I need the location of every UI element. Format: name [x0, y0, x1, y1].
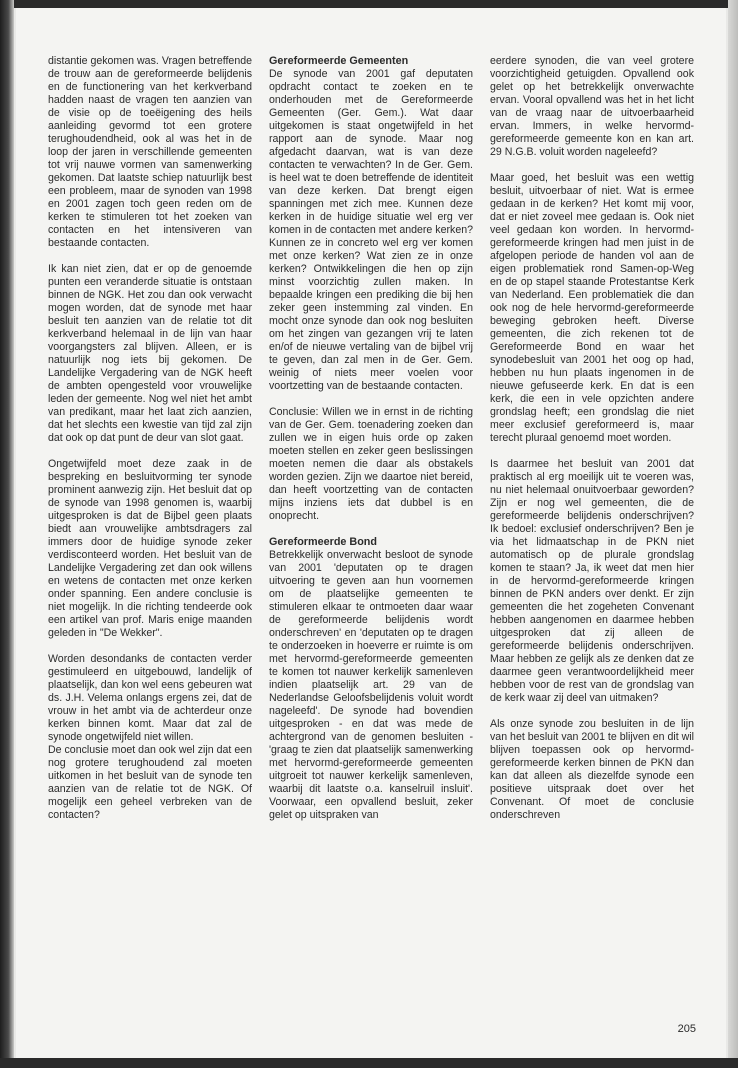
- paragraph: Conclusie: Willen we in ernst in de richting van de Ger. Gem. toenadering zoeken dan zullen we in eigen huis orde op zaken moeten stellen en zeker geen beslissingen moeten nemen die daar als obstakels worden gezien. Zijn we daartoe niet bereid, dan heeft voortzetting van de contacten mijns inziens iets dat dubbel is en onoprecht.: [269, 406, 473, 522]
- paragraph: Maar goed, het besluit was een wettig besluit, uitvoerbaar of niet. Wat is ermee gedaan in de kerken? Het komt mij voor, dat er niet zoveel mee gedaan is. Ook niet veel gedaan kon worden. In hervormd-gereformeerde kringen had men juist in de afgelopen periode de handen vol aan de eigen problematiek rond Samen-op-Weg en de op stapel staande Protestantse Kerk van Nederland. Een problematiek die dan ook nog de hele hervormd-gereformeerde beweging gebroken heeft. Diverse gemeenten, die zich rekenen tot de Gereformeerde Bond en waar het synodebesluit van 2001 het oog op had, hebben nu hun plaats ingenomen in de nieuwe gefuseerde kerk. En dat is een kerk, die een in vele opzichten andere grondslag heeft; een grondslag die niet meer exclusief gereformeerd is, maar terecht pluraal genoemd moet worden.: [490, 172, 694, 444]
- text-column-2: [269, 55, 473, 835]
- page-number: 205: [677, 1023, 696, 1035]
- paragraph: distantie gekomen was. Vragen betreffende de trouw aan de gereformeerde belijdenis en de functionering van het kerkverband hadden naast de vragen ten aanzien van de visie op de toeëigening des heils aanleiding gevormd tot een grotere terughoudendheid, ook al was het in de loop der jaren in verschillende gemeenten tot vrij nauwe vormen van samenwerking gekomen. Dat laatste schiep natuurlijk best een probleem, maar de synoden van 1998 en 2001 zagen toch geen reden om de kerken te stimuleren tot het zoeken van contacten en het intensiveren van bestaande contacten.: [48, 55, 252, 249]
- paragraph: De synode van 2001 gaf deputaten opdracht contact te zoeken en te onderhouden met de Gereformeerde Gemeenten (Ger. Gem.). Wat daar uitgekomen is staat ongetwijfeld in het rapport aan de synode. Maar nog afgedacht daarvan, wat is van deze contacten te verwachten? In de Ger. Gem. is heel wat te doen betreffende de identiteit van deze kerken. Dat brengt eigen spanningen met zich mee. Kunnen deze kerken in de huidige situatie wel erg ver komen in de contacten met andere kerken? Kunnen ze in concreto wel erg ver komen met onze kerken? Wat zien ze in onze kerken? Ontwikkelingen die hen op zijn minst voorzichtig zullen maken. In bepaalde kringen een prediking die bij hen zeker geen instemming zal vinden. En mocht onze synode dan ook nog besluiten om het zingen van gezangen vrij te laten en/of de nieuwe vertaling van de bijbel vrij te geven, dan zal men in de Ger. Gem. weinig of niets meer voelen voor voortzetting van de bestaande contacten.: [269, 68, 473, 392]
- section-heading-gereformeerde-gemeenten: Gereformeerde Gemeenten: [269, 55, 409, 67]
- paragraph: Ongetwijfeld moet deze zaak in de bespreking en besluitvorming ter synode prominent aanwezig zijn. Het besluit dat op de synode van 1998 genomen is, waarbij uitgesproken is dat de Bijbel geen plaats biedt aan vrouwelijke ambtsdragers zal immers door de huidige synode zeker verdisconteerd worden. Het besluit van de Landelijke Vergadering zet dan ook willens en wetens de contacten met onze kerken onder spanning. Een andere conclusie is niet mogelijk. In die richting tendeerde ook een artikel van prof. Maris enige maanden geleden in "De Wekker".: [48, 458, 252, 639]
- scan-top-edge: [0, 0, 738, 8]
- paragraph: Is daarmee het besluit van 2001 dat praktisch al erg moeilijk uit te voeren was, nu niet helemaal onuitvoerbaar geworden? Zijn er nog wel gemeenten, die de gereformeerde belijdenis onderschrijven? Ik bedoel: exclusief onderschrijven? Ben je via het lidmaatschap in de PKN niet automatisch op de plurale grondslag komen te staan? Ja, ik weet dat men hier in de hervormd-gereformeerde kringen binnen de PKN anders over denkt. Er zijn gemeenten die het zogeheten Convenant hebben aangenomen en daarmee hebben uitgesproken dat zij alleen de gereformeerde belijdenis onderschrijven. Maar hebben ze gelijk als ze denken dat ze daarmee geen verantwoordelijkheid meer hebben voor de rest van de grondslag van de kerk waar zij deel van uitmaken?: [490, 458, 694, 704]
- paragraph: eerdere synoden, die van veel grotere voorzichtigheid getuigden. Opvallend ook gelet op het betrekkelijk onverwachte ervan. Vooral opvallend was het in het licht van de vraag naar de uitvoerbaarheid ervan. Immers, in welke hervormd-gereformeerde gemeente kon en kan art. 29 N.G.B. voluit worden nageleefd?: [490, 55, 694, 158]
- scan-right-edge: [728, 0, 738, 1068]
- paragraph: De conclusie moet dan ook wel zijn dat een nog grotere terughoudend zal moeten uitkomen in het besluit van de synode ten aanzien van de relatie tot de NGK. Of mogelijk een geheel verbreken van de contacten?: [48, 744, 252, 821]
- paragraph: Worden desondanks de contacten verder gestimuleerd en uitgebouwd, landelijk of plaatselijk, dan kon wel eens gebeuren wat ds. J.H. Velema onlangs ergens zei, dat de vrouw in het ambt via de achterdeur onze kerken binnen komt. Maar dat zal de synode ongetwijfeld niet willen.: [48, 653, 252, 743]
- book-spine-shadow: [0, 0, 14, 1068]
- document-page: [16, 8, 726, 1058]
- section-heading-gereformeerde-bond: Gereformeerde Bond: [269, 536, 377, 548]
- paragraph: Als onze synode zou besluiten in de lijn van het besluit van 2001 te blijven en dit wil blijven toepassen ook op hervormd-gereformeerde kerken binnen de PKN dan kan dat alleen als diezelfde synode een positieve uitspraak doet over het Convenant. Of moet de conclusie onderschreven: [490, 718, 694, 821]
- paragraph: Betrekkelijk onverwacht besloot de synode van 2001 'deputaten op te dragen uitvoering te geven aan hun voornemen om de plaatselijke gemeenten te stimuleren elkaar te ontmoeten daar waar de gereformeerde belijdenis wordt onderschreven' en 'deputaten op te dragen te onderzoeken in hoeverre er ruimte is om met hervormd-gereformeerde gemeenten te komen tot nauwer kerkelijk samenleven indien plaatselijk art. 29 van de Nederlandse Geloofsbelijdenis voluit wordt nageleefd'. De synode had bovendien uitgesproken - en dat was mede de achtergrond van de genomen besluiten - 'graag te zien dat plaatselijk samenwerking met hervormd-gereformeerde gemeenten uitgroeit tot nauwer kerkelijk samenleven, waarbij dit laatste o.a. kanselruil insluit'. Voorwaar, een opvallend besluit, zeker gelet op uitspraken van: [269, 549, 473, 821]
- text-column-3: [490, 55, 694, 835]
- text-column-1: [48, 55, 252, 835]
- paragraph: Ik kan niet zien, dat er op de genoemde punten een veranderde situatie is ontstaan binnen de NGK. Het zou dan ook verwacht mogen worden, dat de synode met haar besluit ten aanzien van de relatie tot dit kerkverband helemaal in de lijn van haar voorgangsters zal blijven. Alleen, er is natuurlijk nog iets bij gekomen. De Landelijke Vergadering van de NGK heeft de ambten opengesteld voor vrouwelijke leden der gemeente. Nog wel niet het ambt van predikant, maar het laat zich aanzien, dat het slechts een kwestie van tijd zal zijn dat ook op dat punt de deur van slot gaat.: [48, 263, 252, 444]
- scan-bottom-edge: [0, 1058, 738, 1068]
